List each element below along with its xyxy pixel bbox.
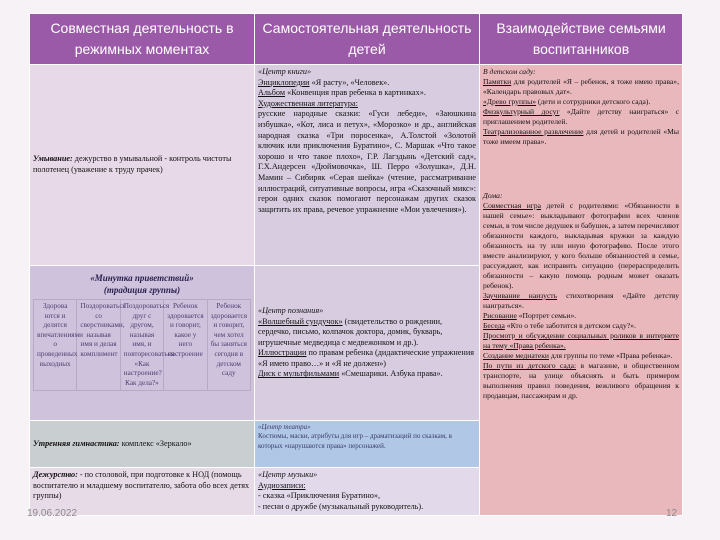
theater-center-text: Костюмы, маски, атрибуты для игр – драматизаций по сказкам, в которых «нарушаются права» персонажей. xyxy=(258,432,452,450)
activity-table xyxy=(29,13,683,516)
greetings-subtitle: (традиция группы) xyxy=(103,285,181,295)
book-center-title: «Центр книги» xyxy=(258,67,312,76)
theater-center-title: «Центр театра» xyxy=(258,423,311,431)
duty-label: Дежурство: xyxy=(33,470,78,479)
morning-exercise-text: комплекс «Зеркало» xyxy=(119,438,192,448)
way-home-label: По пути из детского сада: xyxy=(483,361,577,370)
encyclopedias-label: Энциклопедии xyxy=(258,77,310,87)
music-center-cell xyxy=(255,468,480,516)
cartoon-disk-text: «Смешарики. Азбука права». xyxy=(339,369,443,379)
greetings-title: «Минутка приветствий» xyxy=(90,273,194,283)
joint-game-label: Совместная игра xyxy=(483,201,542,210)
morning-exercise-cell xyxy=(30,421,255,468)
memo-text: для родителей «Я – ребенок, я тоже имею права», «Календарь правовых дат». xyxy=(483,77,679,96)
kindergarten-title: В детском саду: xyxy=(483,67,536,76)
group-tree-text: (дети и сотрудники детского сада). xyxy=(536,97,651,106)
theater-ent-label: Театрализованное развлечение xyxy=(483,127,584,136)
sport-leisure-text: «Дайте детству наиграться» с приглашением родителей. xyxy=(483,107,680,126)
washing-text: дежурство в умывальной - контроль чистоты полотенец (уважение к труду прачек) xyxy=(33,154,232,174)
book-center-cell xyxy=(255,65,480,266)
fiction-label: Художественная литература: xyxy=(258,98,358,108)
illustrations-text: по правам ребенка (дидактические упражнения «Я имею право…» и «Я не должен») xyxy=(258,348,474,368)
greeting-item: Поздоровaться со сверстниками, называя имя и делая комплимент xyxy=(77,300,120,391)
washing-cell xyxy=(30,65,255,266)
footer-date: 19.06.2022 xyxy=(27,508,78,519)
magic-chest-label: «Волшебный сундучок» xyxy=(258,316,343,326)
greetings-cell xyxy=(30,266,255,421)
magic-chest-text: (свидетельство о рождении, сердечко, письмо, колпачок доктора, домик, букварь, игрушечные медведица с медвежонком и др.). xyxy=(258,316,443,347)
theater-center-cell xyxy=(255,421,480,468)
memo-label: Памятки xyxy=(483,77,512,86)
group-tree-label: «Древо группы» xyxy=(483,97,537,106)
greeting-item: Ребенок здороваетcя и говорит, какое у него настроение xyxy=(164,300,207,391)
music-center-title: «Центр музыки» xyxy=(258,470,318,479)
drawing-text: «Портрет семьи». xyxy=(516,311,577,320)
home-title: Дома: xyxy=(483,191,503,200)
audio-item: - песни о дружбе (музыкальный руководитель). xyxy=(258,501,424,511)
video-review: Просмотр и обсуждение социальных роликов в интернете на тему «Права ребенка». xyxy=(483,331,679,350)
memorize-text: стихотворения «Дайте детству наиграться». xyxy=(483,291,679,310)
drawing-label: Рисование xyxy=(483,311,517,320)
album-text: «Конвенция прав ребенка в картинках». xyxy=(285,88,426,98)
audio-item: - сказка «Приключения Буратино», xyxy=(258,491,381,501)
theater-ent-text: для детей и родителей «Мы тоже имеем права». xyxy=(483,127,679,146)
album-label: Альбом xyxy=(258,88,286,98)
knowledge-center-cell xyxy=(255,266,480,421)
sport-leisure-label: Физкультурный досуг xyxy=(483,107,560,116)
greeting-item: Поздоровaться друг с другом, называя имя, и повтореcовaться «Как настроение? Как дела?» xyxy=(120,300,163,391)
page-number: 12 xyxy=(666,508,678,519)
header-joint-activity: Совместная деятельность в режимных моментах xyxy=(30,14,255,65)
illustrations-label: Иллюстрации xyxy=(258,348,307,358)
washing-label: Умывание: xyxy=(33,154,73,164)
audio-label: Аудиозаписи: xyxy=(258,480,306,490)
greeting-item: Ребенок здороваетcя и говорит, чем хотел бы заняться сегодня в детском саду xyxy=(207,300,250,391)
cartoon-disk-label: Диск с мультфильмами xyxy=(258,369,340,379)
joint-game-text: детей с родителями: «Обязанности в нашей семье»: выкладывают фотографии всех членов семьи, в том числе дедушек и бабушек, а затем перечисляют обязанности каждого, выкладывая кружки за каждую обязанность на ту или иную фотографию. После этого вместе анализируют, у кого больше обязанностей в семье, рассуждают, как исправить ситуацию (перераспределить обязанности – какую помощь родным может оказать ребенок). xyxy=(483,201,680,290)
memorize-label: Заучивание наизусть xyxy=(483,291,558,300)
family-cell xyxy=(480,65,683,516)
header-independent-activity: Самостоятельная деятельность детей xyxy=(255,14,480,65)
duty-text: - по столовой, при подготовке к НОД (помощь воспитателю и младшему воспитателю, забота обо всех детях группы) xyxy=(33,470,250,501)
talk-label: Беседа xyxy=(483,321,505,330)
morning-exercise-label: Утренняя гимнастика: xyxy=(33,438,120,448)
greetings-table xyxy=(33,299,251,391)
knowledge-center-title: «Центр познания» xyxy=(258,305,324,315)
talk-text: «Кто о тебе заботится в детском саду?». xyxy=(504,321,636,330)
header-family-interaction: Взаимодействие семьями воспитанников xyxy=(480,14,683,65)
greeting-item: Здоровa ются и делятся впечатлениями о проведенных выходных xyxy=(34,300,77,391)
way-home-text: в магазине, в общественном транспорте, на улице объяснять и быть примером выполнения правил поведения, вежливого обращения к продавцам, пассажирам и др. xyxy=(483,361,679,400)
encyclopedias-text: «Я расту», «Человек». xyxy=(309,77,390,87)
fiction-text: русские народные сказки: «Гуси лебеди», «Заюшкина избушка», «Кот, лиса и петух», «Морозко» и др., английская народная сказка «Три поросенка», А.Толстой «Золотой ключик или приключения Буратино», С. Маршак «Что такое хорошо и что такое плохо», Г.Р. Лагздынь «Детский сад», Г.Х.Андерсен «Дюймовочка», Ш. Перро «Золушка», Д.Н. Мамин – Сибиряк «Серая шейка» (чтение, рассматривание иллюстраций, ситуативные вопросы, игра «Сказочный микс»: герои одних сказок помогают персонажам других сказок защитить их права, речевое упражнение «Мои увлечения»). xyxy=(258,109,476,214)
media-library-text: для группы по теме «Права ребенка». xyxy=(548,351,673,360)
media-library-label: Создание медиатеки xyxy=(483,351,549,360)
